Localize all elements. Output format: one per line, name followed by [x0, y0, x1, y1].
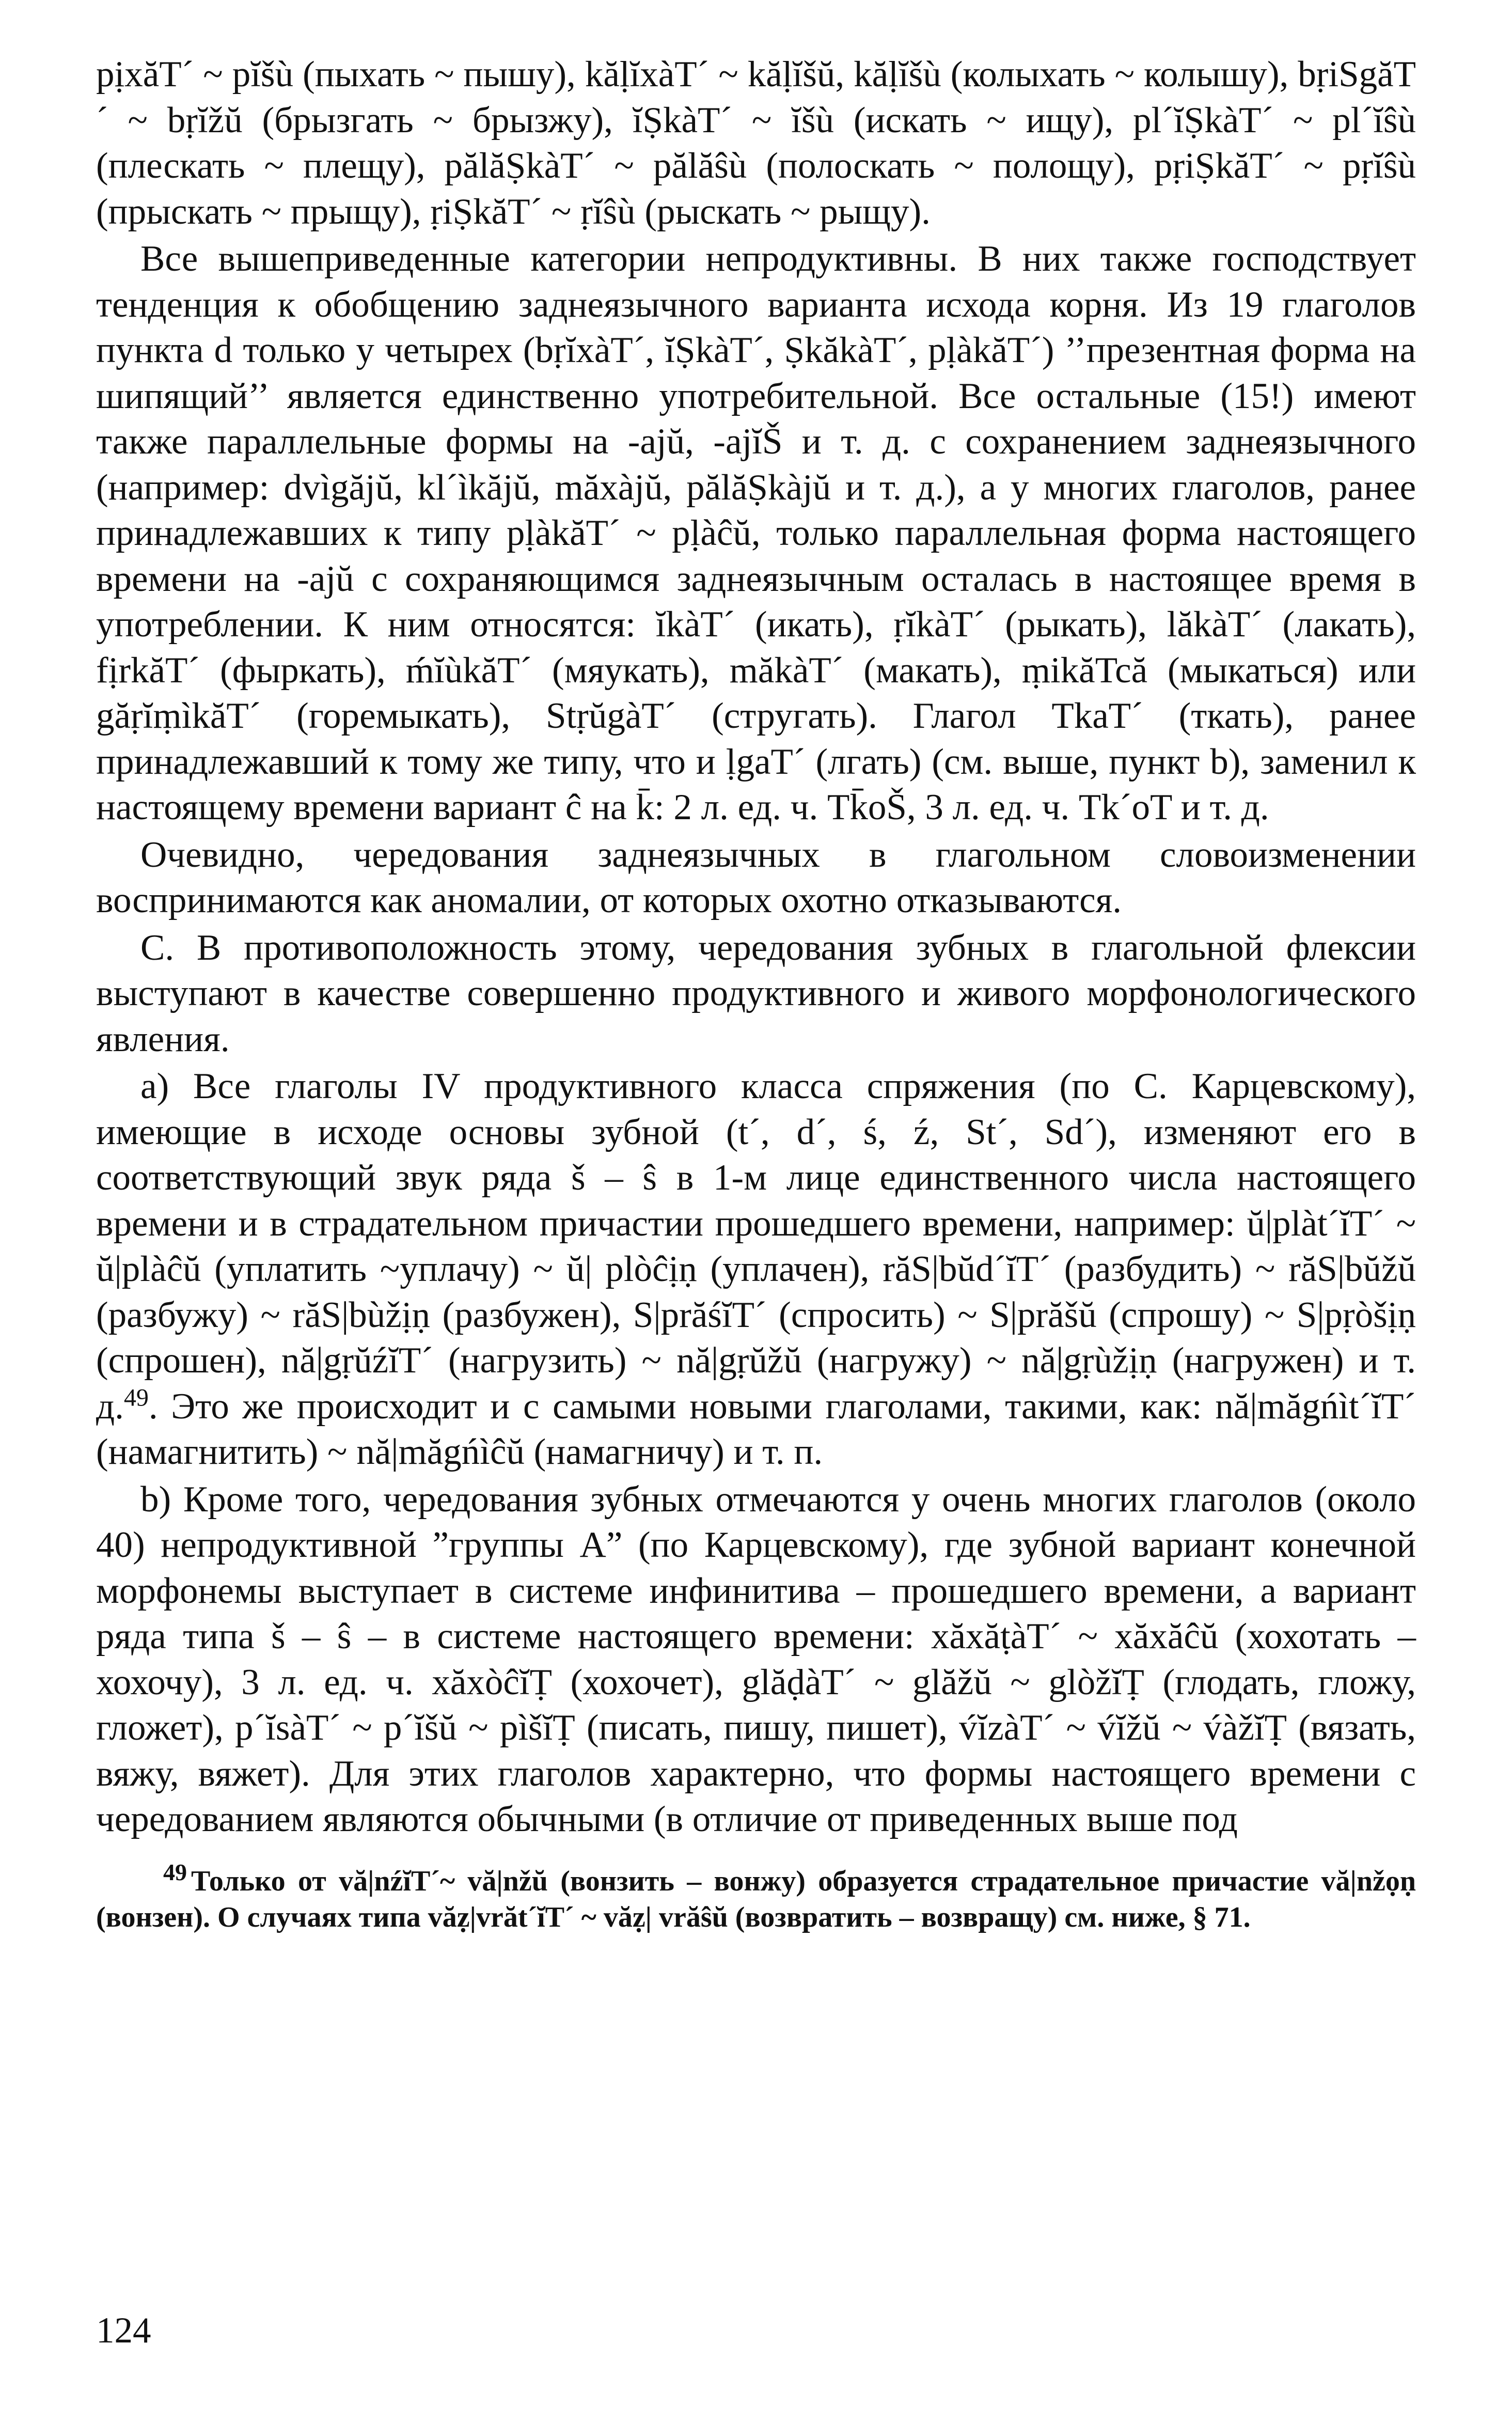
paragraph-unproductive-categories: Все вышеприведенные категории непродуктивны. В них также господствует тенденция к обобщению заднеязычного варианта исхода корня. Из 19 глаголов пункта d только у четырех (bṛĭxàT´, ĭṢkàT´, ṢkăkàT´, pḷàkăT´) ’’презентная форма на шипящий’’ является единственно употребительной. Все остальные (15!) имеют также параллельные формы на -ajŭ, -ajĭŠ и т. д. с сохранением заднеязычного (например: dvìgăjŭ, kl´ìkăjŭ, măxàjŭ, pălăṢkàjŭ и т. д.), а у многих глаголов, ранее принадлежавших к типу pḷàkăT´ ~ pḷàĉŭ, только параллельная форма настоящего времени на -ajŭ с сохраняющимся заднеязычным осталась в настоящее время в употреблении. К ним относятся: ĭkàT´ (икать), ṛĭkàT´ (рыкать), lăkàT´ (лакать), fịrkăT´ (фыркать), ḿĭùkăT´ (мяукать), măkàT´ (макать), ṃikăTcă (мыкаться) или găṛĭṃìkăT´ (горемыкать), StṛŭgàT´ (стругать). Глагол TkaT´ (ткать), ранее принадлежавший к тому же типу, что и ḷgaT´ (лгать) (см. выше, пункт b), заменил к настоящему времени вариант ĉ на k̄: 2 л. ед. ч. Tk̄oŠ, 3 л. ед. ч. Tk´oT и т. д.	[96, 239, 1416, 827]
footnote-reference[interactable]: 49	[123, 1383, 149, 1411]
paragraph-anomalies: Очевидно, чередования заднеязычных в глагольном словоизменении воспринимаются как аномалии, от которых охотно отказываются.	[96, 834, 1416, 920]
paragraph-section-c: С. В противоположность этому, чередования зубных в глагольной флексии выступают в качестве совершенно продуктивного и живого морфонологического явления.	[96, 927, 1416, 1059]
paragraph-point-a	[96, 1064, 1416, 1475]
footnote-marker: 49	[163, 1858, 187, 1885]
point-a-main-text: а) Все глаголы IV продуктивного класса спряжения (по С. Карцевскому), имеющие в исходе основы зубной (t´, d´, ś, ź, St´, Sd´), изменяют его в соответствующий звук ряда š – ŝ в 1-м лице единственного числа настоящего времени и в страдательном причастии прошедшего времени, например: ŭ|plàt´ĭT´ ~ ŭ|plàĉŭ (уплатить ~уплачу) ~ ŭ| plòĉịṇ (уплачен), răS|bŭd´ĭT´ (разбудить) ~ răS|bŭžŭ (разбужу) ~ răS|bùžịṇ (разбужен), S|prăśĭT´ (спросить) ~ S|prăšŭ (спрошу) ~ S|pṛòšịṇ (спрошен), nă|gṛŭźĭT´ (нагрузить) ~ nă|gṛŭžŭ (нагружу) ~ nă|gṛùžịṇ (нагружен) и т. д.	[96, 1066, 1416, 1427]
paragraph-fricative-examples: pịxăT´ ~ pĭšù (пыхать ~ пышу), kăḷĭxàT´ ~ kăḷĭšŭ, kăḷĭšù (колыхать ~ колышу), bṛiSgăT´ ~ bṛĭžŭ (брызгать ~ брызжу), ĭṢkàT´ ~ ĭšù (искать ~ ищу), pl´ĭṢkàT´ ~ pl´ĭŝù (плескать ~ плещу), pălăṢkàT´ ~ pălăŝù (полоскать ~ полощу), pṛiṢkăT´ ~ pṛĭŝù (прыскать ~ прыщу), ṛiṢkăT´ ~ ṛĭŝù (рыскать ~ рыщу).	[96, 54, 1416, 232]
point-a-continuation: . Это же происходит и с самыми новыми глаголами, такими, как: nă|măgńìt´ĭT´ (намагнитить) ~ nă|măgńìĉŭ (намагничу) и т. п.	[96, 1386, 1416, 1472]
page-body	[96, 52, 1416, 1935]
footnote	[96, 1858, 1416, 1935]
footnote-text: Только от vă|nźĭT´~ vă|nžŭ (вонзить – вонжу) образуется страдательное причастие vă|nžọṇ (вонзен). О случаях типа văẓ|vrăt´ĭT´ ~ văẓ| vrăŝŭ (возвратить – возвращу) см. ниже, § 71.	[96, 1865, 1416, 1933]
page-number: 124	[96, 2310, 151, 2351]
paragraph-point-b: b) Кроме того, чередования зубных отмечаются у очень многих глаголов (около 40) непродуктивной ”группы А” (по Карцевскому), где зубной вариант конечной морфонемы выступает в системе инфинитива – прошедшего времени, а вариант ряда типа š – ŝ – в системе настоящего времени: xăxăṭàT´ ~ xăxăĉŭ (хохотать – хохочу), 3 л. ед. ч. xăxòĉĭṬ (хохочет), glăḍàT´ ~ glăžŭ ~ glòžĭṬ (глодать, гложу, гложет), p´ĭsàT´ ~ p´ĭšŭ ~ pìšĭṬ (писать, пишу, пишет), v́ĭzàT´ ~ v́ĭžŭ ~ v́àžĭṬ (вязать, вяжу, вяжет). Для этих глаголов характерно, что формы настоящего времени с чередованием являются обычными (в отличие от приведенных выше под	[96, 1479, 1416, 1839]
